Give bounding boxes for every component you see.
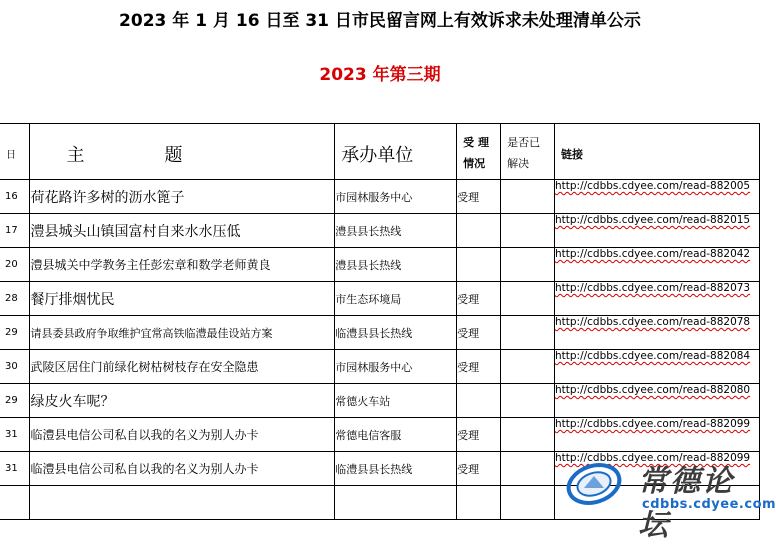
cell-accepted: 受理 [457,452,501,486]
header-link: 链接 [554,124,759,180]
cell-unit: 临澧县县长热线 [335,316,457,350]
header-resolved: 是否已 解决 [501,124,555,180]
cell-resolved [501,180,555,214]
cell-unit: 常德火车站 [335,384,457,418]
cell-subject: 餐厅排烟忧民 [30,282,335,316]
watermark-name: 常德论坛 [638,464,734,543]
header-date: 日 [0,124,30,180]
cell-accepted: 受理 [457,282,501,316]
page-title: 2023 年 1 月 16 日至 31 日市民留言网上有效诉求未处理清单公示 [119,11,641,31]
issue-number: 2023 年第三期 [319,65,441,85]
cell-day: 29 [0,316,30,350]
cell-resolved [501,316,555,350]
cell-link[interactable]: http://cdbbs.cdyee.com/read-882015 [554,214,759,248]
table-row [0,248,760,282]
cell-link[interactable]: http://cdbbs.cdyee.com/read-882080 [554,384,759,418]
cell-resolved [501,452,555,486]
cell-resolved [501,282,555,316]
cell-unit: 常德电信客服 [335,418,457,452]
cell-resolved [501,418,555,452]
cell-accepted: 受理 [457,418,501,452]
cell-day: 29 [0,384,30,418]
table-row [0,214,760,248]
cell-link[interactable]: http://cdbbs.cdyee.com/read-882042 [554,248,759,282]
cell-link[interactable]: http://cdbbs.cdyee.com/read-882073 [554,282,759,316]
cell-resolved [501,350,555,384]
header-unit: 承办单位 [335,124,457,180]
watermark [548,452,776,543]
cell-subject: 武陵区居住门前绿化树枯树枝存在安全隐患 [30,350,335,384]
cell-accepted [457,214,501,248]
cell-day: 20 [0,248,30,282]
cell-subject: 请县委县政府争取维护宜常高铁临澧最佳设站方案 [30,316,335,350]
cell-resolved [501,384,555,418]
cell-day: 30 [0,350,30,384]
cell-link[interactable]: http://cdbbs.cdyee.com/read-882099 [554,418,759,452]
cell-unit: 市园林服务中心 [335,180,457,214]
cell-subject: 绿皮火车呢？ [30,384,335,418]
table-row [0,418,760,452]
header-subject: 主 题 [30,124,335,180]
cell-subject: 临澧县电信公司私自以我的名义为别人办卡 [30,452,335,486]
forum-logo-icon [562,454,626,508]
cell-day: 28 [0,282,30,316]
table-row [0,316,760,350]
table-header-row [0,124,760,180]
cell-day: 17 [0,214,30,248]
cell-resolved [501,214,555,248]
cell-subject: 荷花路许多树的沥水篦子 [30,180,335,214]
cell-subject: 澧县城头山镇国富村自来水水压低 [30,214,335,248]
cell-link[interactable]: http://cdbbs.cdyee.com/read-882005 [554,180,759,214]
cell-subject: 澧县城关中学教务主任彭宏章和数学老师黄良 [30,248,335,282]
cell-unit: 澧县县长热线 [335,214,457,248]
cell-day: 31 [0,452,30,486]
cell-link[interactable]: http://cdbbs.cdyee.com/read-882084 [554,350,759,384]
table-row [0,180,760,214]
cell-accepted: 受理 [457,350,501,384]
table-row [0,350,760,384]
cell-unit: 市生态环境局 [335,282,457,316]
cell-link[interactable]: http://cdbbs.cdyee.com/read-882099 [554,452,759,486]
cell-resolved [501,248,555,282]
cell-day: 31 [0,418,30,452]
watermark-url: cdbbs.cdyee.com [642,497,776,512]
cell-accepted: 受理 [457,180,501,214]
cell-accepted [457,248,501,282]
cell-subject: 临澧县电信公司私自以我的名义为别人办卡 [30,418,335,452]
cell-accepted [457,384,501,418]
cell-unit: 市园林服务中心 [335,350,457,384]
cell-unit: 临澧县县长热线 [335,452,457,486]
header-accepted: 受 理 情况 [457,124,501,180]
table-row [0,384,760,418]
cell-link[interactable]: http://cdbbs.cdyee.com/read-882078 [554,316,759,350]
cell-day: 16 [0,180,30,214]
table-row [0,282,760,316]
cell-accepted: 受理 [457,316,501,350]
cell-unit: 澧县县长热线 [335,248,457,282]
